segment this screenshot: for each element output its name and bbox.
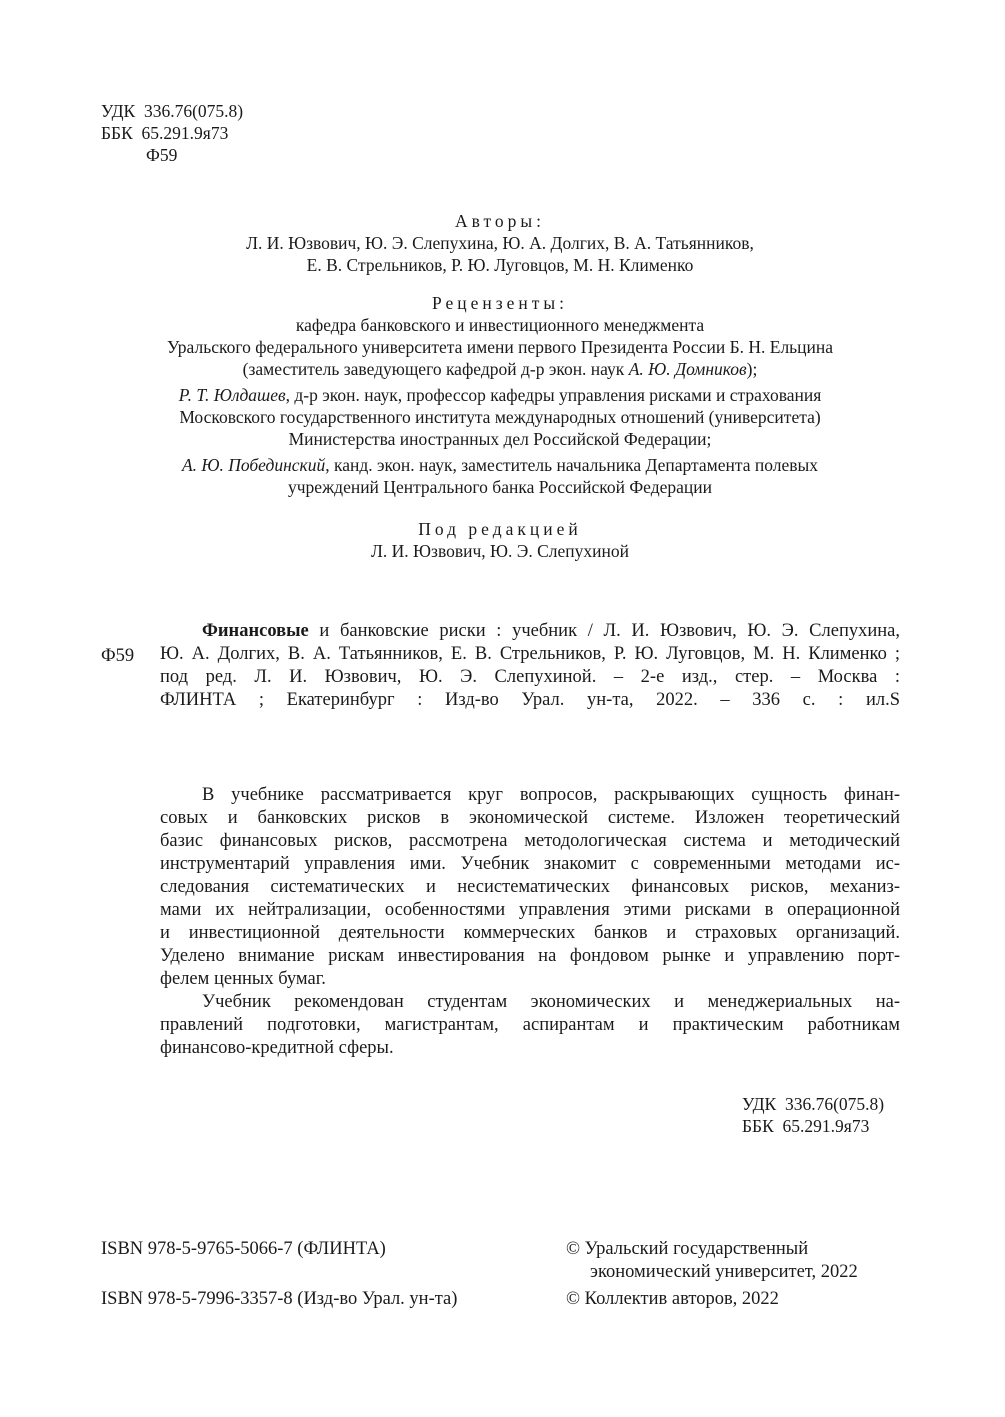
abstract-p1-line: В учебнике рассматривается круг вопросов, раскрывающих сущность финан- — [202, 785, 900, 805]
reviewers-heading: Рецензенты: — [431, 293, 569, 313]
editors-heading: Под редакцией — [418, 519, 582, 539]
copyright-1 — [566, 1238, 858, 1284]
abstract-p1-line: мами их нейтрализации, особенностями управления этими рисками в операционной — [160, 900, 900, 920]
bibliography-record — [160, 620, 900, 712]
abstract-p2-line: правлений подготовки, магистрантам, аспирантам и практическим работникам — [160, 1015, 900, 1035]
isbn-2: ISBN 978-5-7996-3357-8 (Изд-во Урал. ун-та) — [101, 1289, 458, 1309]
reviewer-3-line-1: А. Ю. Побединский, канд. экон. наук, заместитель начальника Департамента полевых — [181, 455, 819, 475]
abstract-p1-line: базис финансовых рисков, рассмотрена методологическая система и методический — [160, 831, 900, 851]
bottom-classification — [742, 1093, 884, 1137]
bibliography-line-1: Финансовые и банковские риски : учебник / Л. И. Юзвович, Ю. Э. Слепухина, — [202, 621, 900, 641]
abstract-p1-line: Уделено внимание рискам инвестирования на фондовом рынке и управлению порт- — [160, 946, 900, 966]
isbn-1: ISBN 978-5-9765-5066-7 (ФЛИНТА) — [101, 1239, 386, 1259]
abstract-p2-line: финансово-кредитной сферы. — [160, 1038, 394, 1058]
reviewer-1-head-name: А. Ю. Домников — [628, 359, 747, 379]
editors-block — [100, 518, 900, 562]
bottom-bbk: ББК 65.291.9я73 — [742, 1116, 870, 1136]
top-classification — [101, 100, 243, 166]
reviewer-1-line-1: кафедра банковского и инвестиционного менеджмента — [295, 315, 705, 335]
authors-heading: Авторы: — [454, 211, 545, 231]
bottom-udk: УДК 336.76(075.8) — [742, 1094, 885, 1114]
copyright-2: © Коллектив авторов, 2022 — [566, 1289, 779, 1309]
bibliography-mark: Ф59 — [101, 646, 135, 666]
reviewer-2-line-2: Московского государственного института международных отношений (университета) — [179, 407, 821, 427]
reviewer-3-name: А. Ю. Побединский — [181, 455, 326, 475]
authors-line-1: Л. И. Юзвович, Ю. Э. Слепухина, Ю. А. Долгих, В. А. Татьянников, — [246, 233, 754, 253]
authors-line-2: Е. В. Стрельников, Р. Ю. Луговцов, М. Н. Клименко — [306, 255, 694, 275]
abstract-p1-line: и инвестиционной деятельности коммерческих банков и страховых организаций. — [160, 923, 900, 943]
reviewer-1-line-3: (заместитель заведующего кафедрой д-р экон. наук А. Ю. Домников); — [242, 359, 758, 379]
bibliography-line-2: Ю. А. Долгих, В. А. Татьянников, Е. В. Стрельников, Р. Ю. Луговцов, М. Н. Клименко ; — [160, 644, 900, 664]
reviewers-block — [100, 292, 900, 498]
authors-block — [100, 210, 900, 276]
editors-names: Л. И. Юзвович, Ю. Э. Слепухиной — [371, 541, 629, 561]
abstract-p1-line: совых и банковских рисков в экономической системе. Изложен теоретический — [160, 808, 900, 828]
copyright-1-line-1: © Уральский государственный — [566, 1239, 809, 1259]
bibliography-line-4: ФЛИНТА ; Екатеринбург : Изд-во Урал. ун-та, 2022. – 336 с. : ил.S — [160, 690, 900, 710]
bibliography-title: Финансовые — [202, 621, 309, 641]
bibliography-line-3: под ред. Л. И. Юзвович, Ю. Э. Слепухиной. – 2-е изд., стер. – Москва : — [160, 667, 900, 687]
copyright-1-line-2: экономический университет, 2022 — [590, 1262, 858, 1282]
reviewer-2-name: Р. Т. Юлдашев — [178, 385, 286, 405]
reviewer-2-line-1: Р. Т. Юлдашев, д-р экон. наук, профессор кафедры управления рисками и страхования — [178, 385, 822, 405]
abstract — [160, 784, 900, 1060]
top-bbk: ББК 65.291.9я73 — [101, 123, 229, 143]
abstract-p1-line: инструментарий управления ими. Учебник знакомит с современными методами ис- — [160, 854, 900, 874]
abstract-p2-line: Учебник рекомендован студентам экономических и менеджериальных на- — [202, 992, 900, 1012]
abstract-p1-line: фелем ценных бумаг. — [160, 969, 326, 989]
reviewer-1-line-2: Уральского федерального университета имени первого Президента России Б. Н. Ельцина — [166, 337, 834, 357]
reviewer-2-line-3: Министерства иностранных дел Российской Федерации; — [288, 429, 712, 449]
abstract-p1-line: следования систематических и несистематических финансовых рисков, механиз- — [160, 877, 900, 897]
reviewer-3-line-2: учреждений Центрального банка Российской Федерации — [288, 477, 712, 497]
top-udk: УДК 336.76(075.8) — [101, 101, 244, 121]
top-author-mark: Ф59 — [146, 145, 178, 165]
